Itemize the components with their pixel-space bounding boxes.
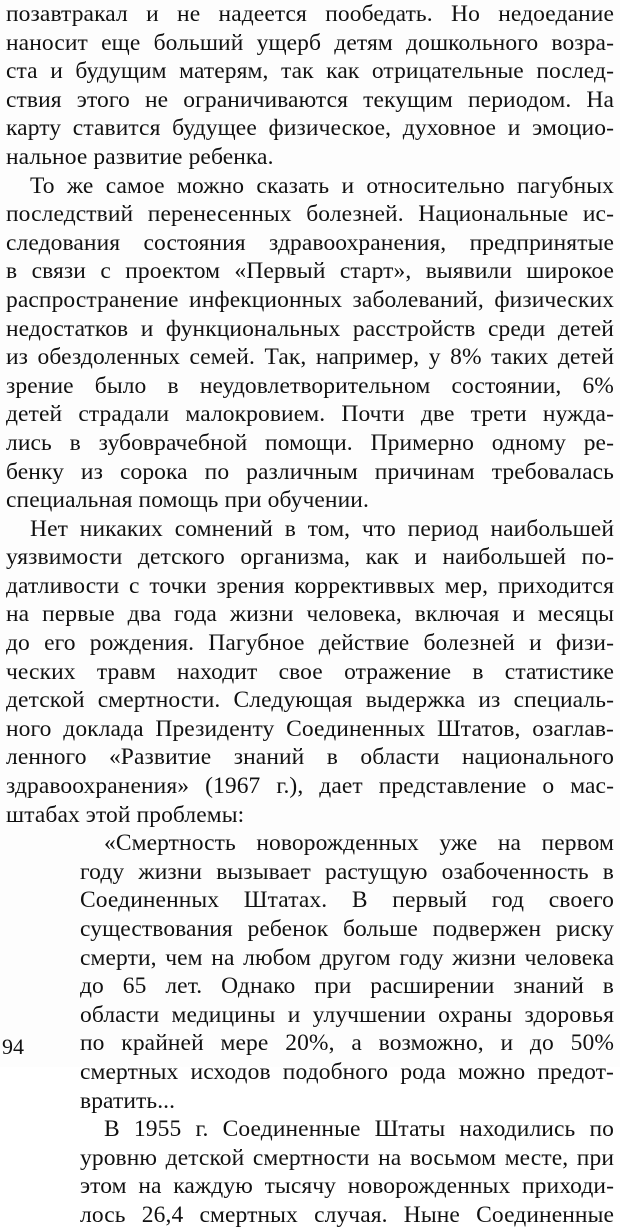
text-line: детской смертности. Следующая выдержка из специаль- — [6, 687, 614, 714]
text-line: существования ребенок больше подвержен риску — [80, 916, 614, 942]
text-line: детей страдали малокровием. Почти две трети нужда- — [6, 401, 614, 428]
text-line: недостатков и функциональных расстройств среди детей — [6, 315, 614, 342]
text-line: здравоохранения» (1967 г.), дает представление о мас- — [6, 773, 614, 800]
text-line: смерти, чем на любом другом году жизни человека — [80, 944, 614, 971]
text-line: бенку из сорока по различным причинам требовалась — [6, 458, 614, 485]
text-line: Нет никаких сомнений в том, что период наибольшей — [30, 515, 614, 542]
text-line: в связи с проектом «Первый старт», выявили широкое — [6, 258, 614, 285]
block-quote-1 — [80, 829, 614, 1115]
text-line: лось 26,4 смертных случая. Ныне Соединенные — [80, 1201, 614, 1228]
text-line: по крайней мере 20%, а возможно, и до 50% — [80, 1030, 614, 1057]
text-line: То же самое можно сказать и относительно пагубных — [30, 172, 614, 199]
text-line: из обездоленных семей. Так, например, у 8% таких детей — [6, 344, 614, 371]
body-text — [6, 0, 614, 1230]
page-number: 94 — [2, 1034, 24, 1059]
text-line: ста и будущим матерям, так как отрицательные послед- — [6, 58, 614, 85]
text-line: датливости с точки зрения коррективвых мер, приходится — [6, 572, 614, 599]
block-quote-2 — [80, 1115, 614, 1229]
text-line: этом на каждую тысячу новорожденных приходи- — [80, 1173, 614, 1200]
text-line: позавтракал и не надеется пообедать. Но недоедание — [6, 1, 614, 27]
text-line: уязвимости детского организма, как и наибольшей по- — [6, 544, 614, 571]
text-line: зрение было в неудовлетворительном состоянии, 6% — [6, 372, 614, 399]
text-line: нальное развитие ребенка. — [6, 143, 274, 170]
text-line: распространение инфекционных заболеваний, физических — [6, 286, 614, 313]
text-line: году жизни вызывает растущую озабоченность в — [80, 858, 614, 885]
text-line: уровню детской смертности на восьмом месте, при — [80, 1144, 614, 1171]
paragraph-2 — [6, 172, 614, 515]
text-line: на первые два года жизни человека, включая и месяцы — [6, 601, 614, 628]
text-line: ленного «Развитие знаний в области национального — [6, 744, 614, 771]
text-line: наносит еще больший ущерб детям дошкольного возра- — [6, 29, 614, 56]
text-line: до его рождения. Пагубное действие болезней и физи- — [6, 630, 614, 657]
text-line: до 65 лет. Однако при расширении знаний в — [80, 973, 614, 1000]
text-line: области медицины и улучшении охраны здоровья — [80, 1001, 614, 1028]
text-line: следования состояния здравоохранения, предпринятые — [6, 229, 614, 256]
text-line: «Смертность новорожденных уже на первом — [104, 830, 614, 857]
text-line: смертных исходов подобного рода можно предот- — [80, 1058, 614, 1085]
text-line: лись в зубоврачебной помощи. Примерно одному ре- — [6, 429, 614, 456]
text-line: ствия этого не ограничиваются текущим периодом. На — [6, 86, 614, 113]
paragraph-1 — [6, 0, 614, 172]
text-line: ческих травм находит свое отражение в статистике — [6, 658, 614, 685]
text-line: Соединенных Штатах. В первый год своего — [80, 887, 614, 914]
text-line: специальная помощь при обучении. — [6, 487, 369, 514]
paragraph-3 — [6, 515, 614, 830]
text-line: карту ставится будущее физическое, духовное и эмоцио- — [6, 115, 614, 142]
text-line: ного доклада Президенту Соединенных Штатов, озаглав- — [6, 715, 614, 742]
text-line: штабах этой проблемы: — [6, 801, 245, 828]
text-line: вратить... — [80, 1087, 176, 1114]
text-line: последствий перенесенных болезней. Национальные ис- — [6, 201, 614, 228]
text-line: В 1955 г. Соединенные Штаты находились по — [104, 1116, 614, 1143]
